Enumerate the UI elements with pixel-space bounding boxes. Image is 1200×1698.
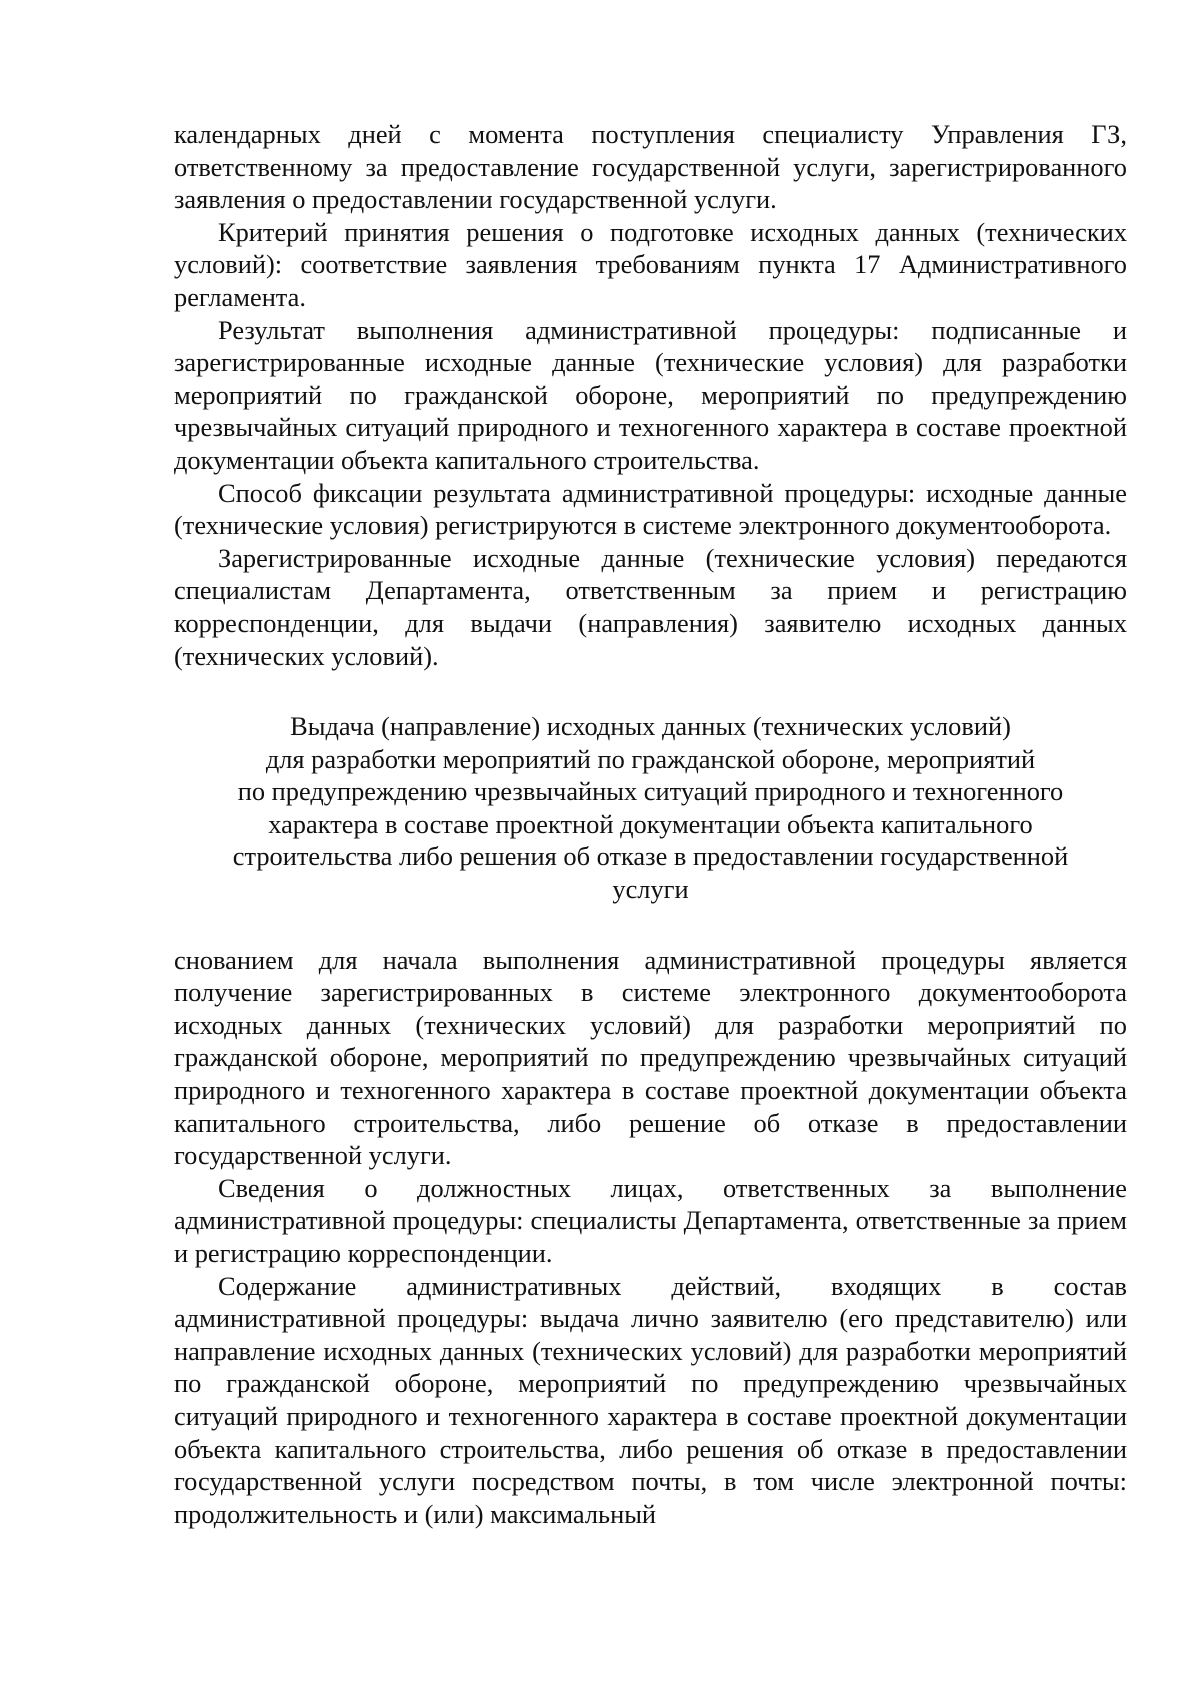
heading-line: строительства либо решения об отказе в предоставлении государственной bbox=[232, 841, 1069, 872]
document-body bbox=[174, 118, 1127, 1530]
paragraph-deadline: календарных дней с момента поступления специалисту Управления ГЗ, ответственному за предоставление государственной услуги, зарегистрированного заявления о предоставлении государственной услуги. bbox=[174, 119, 1127, 215]
paragraph-result-recording: Способ фиксации результата административной процедуры: исходные данные (технические условия) регистрируются в системе электронного документооборота. bbox=[174, 477, 1127, 541]
heading-line: характера в составе проектной документации объекта капитального bbox=[268, 808, 1033, 839]
heading-line: Выдача (направление) исходных данных (технических условий) bbox=[290, 711, 1011, 742]
heading-line: услуги bbox=[612, 874, 689, 905]
paragraph-procedure-result: Результат выполнения административной процедуры: подписанные и зарегистрированные исходные данные (технические условия) для разработки мероприятий по гражданской обороне, мероприятий по предупреждению чрезвычайных ситуаций природного и техногенного характера в составе проектной документации объекта капитального строительства. bbox=[174, 314, 1127, 475]
paragraph-transfer-to-department: Зарегистрированные исходные данные (технические условия) передаются специалистам Департамента, ответственным за прием и регистрацию корреспонденции, для выдачи (направления) заявителю исходных данных (технических условий). bbox=[174, 542, 1127, 671]
heading-line: для разработки мероприятий по гражданской обороне, мероприятий bbox=[265, 743, 1036, 774]
paragraph-procedure-basis: снованием для начала выполнения административной процедуры является получение зарегистрированных в системе электронного документооборота исходных данных (технических условий) для разработки мероприятий по гражданской обороне, мероприятий по предупреждению чрезвычайных ситуаций природного и техногенного характера в составе проектной документации объекта капитального строительства, либо решение об отказе в предоставлении государственной услуги. bbox=[174, 944, 1127, 1171]
paragraph-administrative-actions: Содержание административных действий, входящих в состав административной процедуры: выдача лично заявителю (его представителю) или направление исходных данных (технических условий) для разработки мероприятий по гражданской обороне, мероприятий по предупреждению чрезвычайных ситуаций природного и техногенного характера в составе проектной документации объекта капитального строительства, либо решения об отказе в предоставлении государственной услуги посредством почты, в том числе электронной почты: продолжительность и (или) максимальный bbox=[174, 1270, 1127, 1529]
heading-line: по предупреждению чрезвычайных ситуаций природного и техногенного bbox=[237, 776, 1064, 807]
paragraph-responsible-officials: Сведения о должностных лицах, ответственных за выполнение административной процедуры: специалисты Департамента, ответственные за прием и регистрацию корреспонденции. bbox=[174, 1172, 1127, 1268]
section-heading bbox=[214, 710, 1087, 906]
paragraph-decision-criterion: Критерий принятия решения о подготовке исходных данных (технических условий): соответствие заявления требованиям пункта 17 Административного регламента. bbox=[174, 216, 1127, 312]
